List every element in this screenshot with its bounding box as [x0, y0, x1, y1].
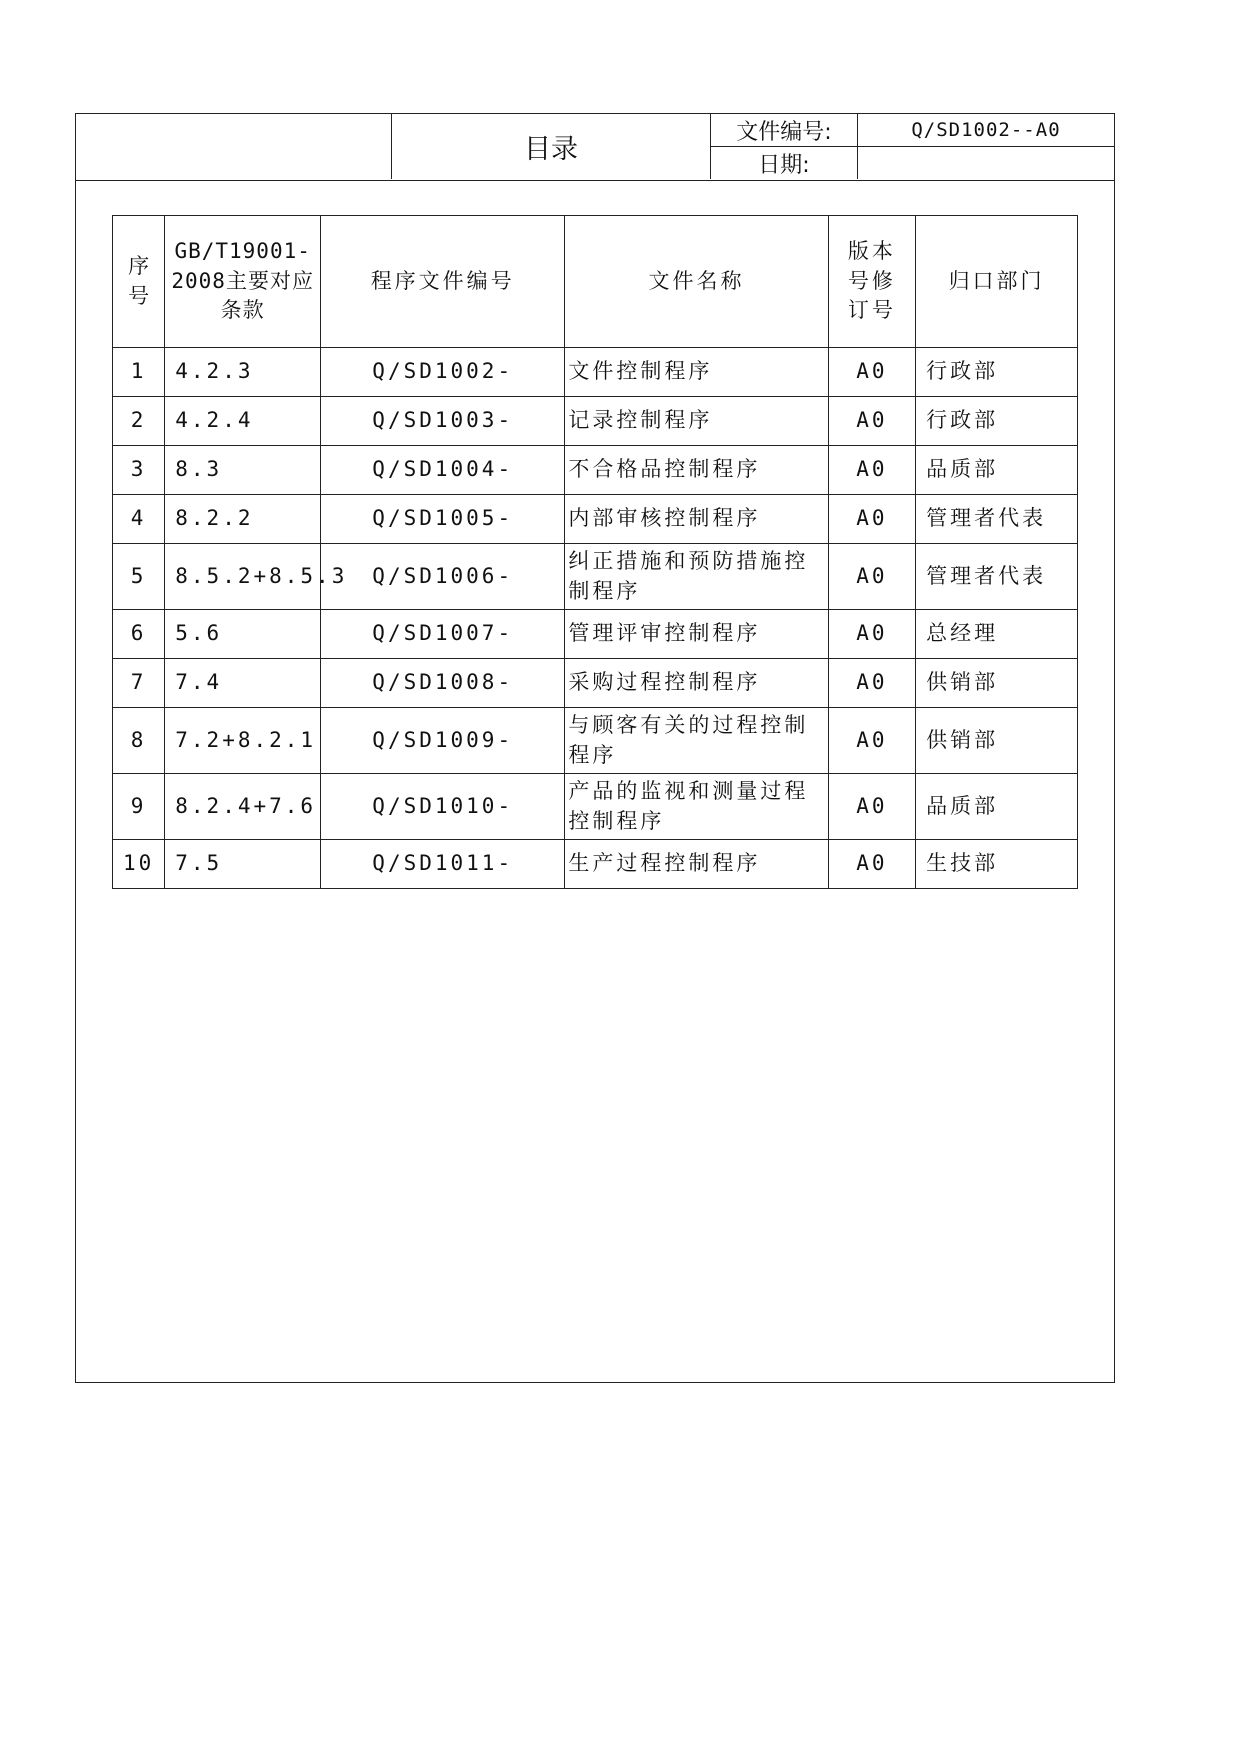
row-clause: 7.5 — [165, 840, 321, 889]
column-header-name: 文件名称 — [565, 216, 828, 348]
document-header — [76, 114, 1114, 181]
row-doc-name: 采购过程控制程序 — [565, 659, 828, 708]
row-doc-name: 记录控制程序 — [565, 397, 828, 446]
row-department: 管理者代表 — [916, 495, 1078, 544]
date-value — [858, 147, 1114, 179]
row-doc-code: Q/SD1004- — [321, 446, 565, 495]
column-header-version: 版本号修订号 — [828, 216, 915, 348]
row-doc-name: 内部审核控制程序 — [565, 495, 828, 544]
row-doc-code: Q/SD1008- — [321, 659, 565, 708]
row-doc-code: Q/SD1006- — [321, 544, 565, 610]
row-clause: 8.2.4+7.6 — [165, 774, 321, 840]
row-doc-code: Q/SD1011- — [321, 840, 565, 889]
row-clause: 7.2+8.2.1 — [165, 708, 321, 774]
table-row — [113, 544, 1078, 610]
table-header-row — [113, 216, 1078, 348]
table-row — [113, 446, 1078, 495]
table-row — [113, 348, 1078, 397]
row-version: A0 — [828, 610, 915, 659]
document-frame — [75, 113, 1115, 1383]
table-row — [113, 774, 1078, 840]
row-doc-name: 生产过程控制程序 — [565, 840, 828, 889]
table-row — [113, 397, 1078, 446]
row-doc-code: Q/SD1003- — [321, 397, 565, 446]
row-index: 7 — [113, 659, 165, 708]
row-version: A0 — [828, 840, 915, 889]
row-department: 供销部 — [916, 659, 1078, 708]
doc-number-value: Q/SD1002--A0 — [858, 114, 1114, 147]
column-header-index: 序号 — [113, 216, 165, 348]
row-doc-name: 产品的监视和测量过程控制程序 — [565, 774, 828, 840]
row-doc-code: Q/SD1002- — [321, 348, 565, 397]
row-doc-name: 不合格品控制程序 — [565, 446, 828, 495]
row-clause: 5.6 — [165, 610, 321, 659]
row-version: A0 — [828, 659, 915, 708]
row-version: A0 — [828, 708, 915, 774]
row-version: A0 — [828, 544, 915, 610]
column-header-code: 程序文件编号 — [321, 216, 565, 348]
row-department: 管理者代表 — [916, 544, 1078, 610]
column-header-clause: GB/T19001-2008主要对应条款 — [165, 216, 321, 348]
row-index: 8 — [113, 708, 165, 774]
doc-number-label: 文件编号: — [711, 114, 858, 147]
row-department: 行政部 — [916, 397, 1078, 446]
row-department: 行政部 — [916, 348, 1078, 397]
page-title: 目录 — [392, 114, 711, 179]
row-clause: 7.4 — [165, 659, 321, 708]
row-doc-code: Q/SD1007- — [321, 610, 565, 659]
table-row — [113, 495, 1078, 544]
row-doc-name: 文件控制程序 — [565, 348, 828, 397]
row-doc-name: 纠正措施和预防措施控制程序 — [565, 544, 828, 610]
toc-table — [112, 215, 1078, 889]
date-label: 日期: — [711, 147, 858, 179]
row-doc-name: 与顾客有关的过程控制程序 — [565, 708, 828, 774]
row-index: 1 — [113, 348, 165, 397]
row-clause: 4.2.3 — [165, 348, 321, 397]
row-doc-code: Q/SD1005- — [321, 495, 565, 544]
row-index: 2 — [113, 397, 165, 446]
row-version: A0 — [828, 397, 915, 446]
row-clause: 8.3 — [165, 446, 321, 495]
row-index: 6 — [113, 610, 165, 659]
row-department: 供销部 — [916, 708, 1078, 774]
row-doc-name: 管理评审控制程序 — [565, 610, 828, 659]
row-department: 品质部 — [916, 774, 1078, 840]
row-index: 9 — [113, 774, 165, 840]
table-row — [113, 708, 1078, 774]
column-header-dept: 归口部门 — [916, 216, 1078, 348]
table-row — [113, 840, 1078, 889]
row-index: 5 — [113, 544, 165, 610]
row-version: A0 — [828, 348, 915, 397]
row-doc-code: Q/SD1009- — [321, 708, 565, 774]
row-clause: 4.2.4 — [165, 397, 321, 446]
row-index: 3 — [113, 446, 165, 495]
row-department: 生技部 — [916, 840, 1078, 889]
header-blank-cell — [76, 114, 392, 179]
row-index: 10 — [113, 840, 165, 889]
row-index: 4 — [113, 495, 165, 544]
row-department: 总经理 — [916, 610, 1078, 659]
row-version: A0 — [828, 495, 915, 544]
row-doc-code: Q/SD1010- — [321, 774, 565, 840]
row-version: A0 — [828, 446, 915, 495]
row-version: A0 — [828, 774, 915, 840]
row-department: 品质部 — [916, 446, 1078, 495]
table-row — [113, 659, 1078, 708]
row-clause: 8.5.2+8.5.3 — [165, 544, 321, 610]
row-clause: 8.2.2 — [165, 495, 321, 544]
table-row — [113, 610, 1078, 659]
